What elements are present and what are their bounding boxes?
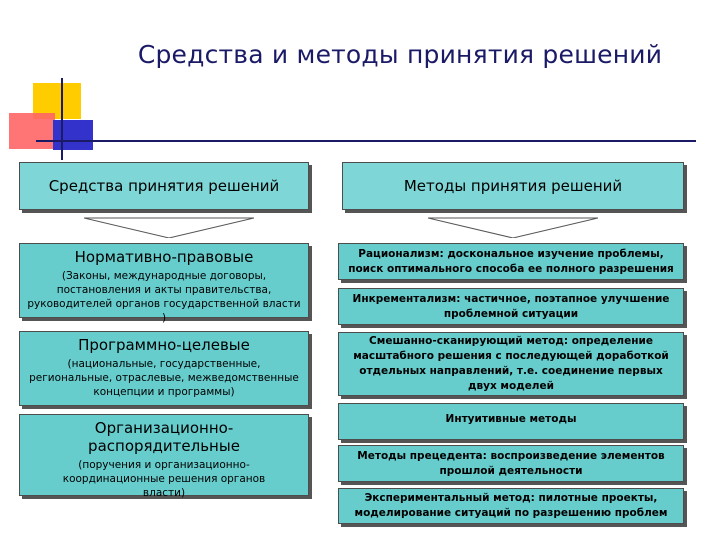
right-item-rationalism — [338, 243, 684, 280]
left-item-organizational — [19, 414, 309, 499]
right-item-text: Смешанно-сканирующий метод: определение масштабного решения с последующей доработкой отдельных направлений, т.е. соединение первых двух моделей — [353, 335, 669, 392]
page-title: Средства и методы принятия решений — [137, 40, 663, 69]
left-item-title: Организационно-распорядительные — [88, 419, 240, 455]
right-item-text: Инкрементализм: частичное, поэтапное улучшение проблемной ситуации — [352, 292, 670, 320]
left-item-title: Программно-целевые — [78, 336, 250, 354]
left-item-subtitle: (поручения и организационно-координационные решения органов власти) — [62, 459, 266, 499]
left-header-box — [19, 162, 309, 210]
right-item-text: Интуитивные методы — [445, 413, 577, 425]
right-item-mixed-scanning — [338, 332, 684, 396]
right-item-intuitive — [338, 403, 684, 440]
left-down-arrow-icon — [84, 210, 254, 238]
left-item-title: Нормативно-правовые — [74, 248, 254, 266]
right-down-arrow-icon — [428, 210, 598, 238]
right-item-precedent — [338, 445, 684, 482]
right-item-text: Методы прецедента: воспроизведение элементов прошлой деятельности — [357, 449, 665, 477]
deco-square-blue — [53, 120, 93, 150]
right-item-text: Рационализм: доскональное изучение проблемы, поиск оптимального способа ее полного разрешения — [348, 247, 674, 275]
right-item-experimental — [338, 488, 684, 524]
deco-vertical-line — [61, 78, 63, 160]
right-header-label: Методы принятия решений — [403, 177, 623, 195]
left-item-normative — [19, 243, 309, 324]
title-underline — [36, 140, 696, 142]
left-header-label: Средства принятия решений — [48, 177, 280, 195]
left-item-subtitle: (Законы, международные договоры, постановления и акты правительства, руководителей органов государственной власти ) — [27, 270, 301, 324]
right-header-box — [342, 162, 684, 210]
right-item-text: Экспериментальный метод: пилотные проекты, моделирование ситуаций по разрешению проблем — [354, 492, 668, 519]
deco-square-red — [9, 113, 55, 149]
left-item-program — [19, 331, 309, 406]
left-item-subtitle: (национальные, государственные, региональные, отраслевые, межведомственные концепции и программы) — [29, 358, 299, 398]
right-item-incrementalism — [338, 288, 684, 325]
